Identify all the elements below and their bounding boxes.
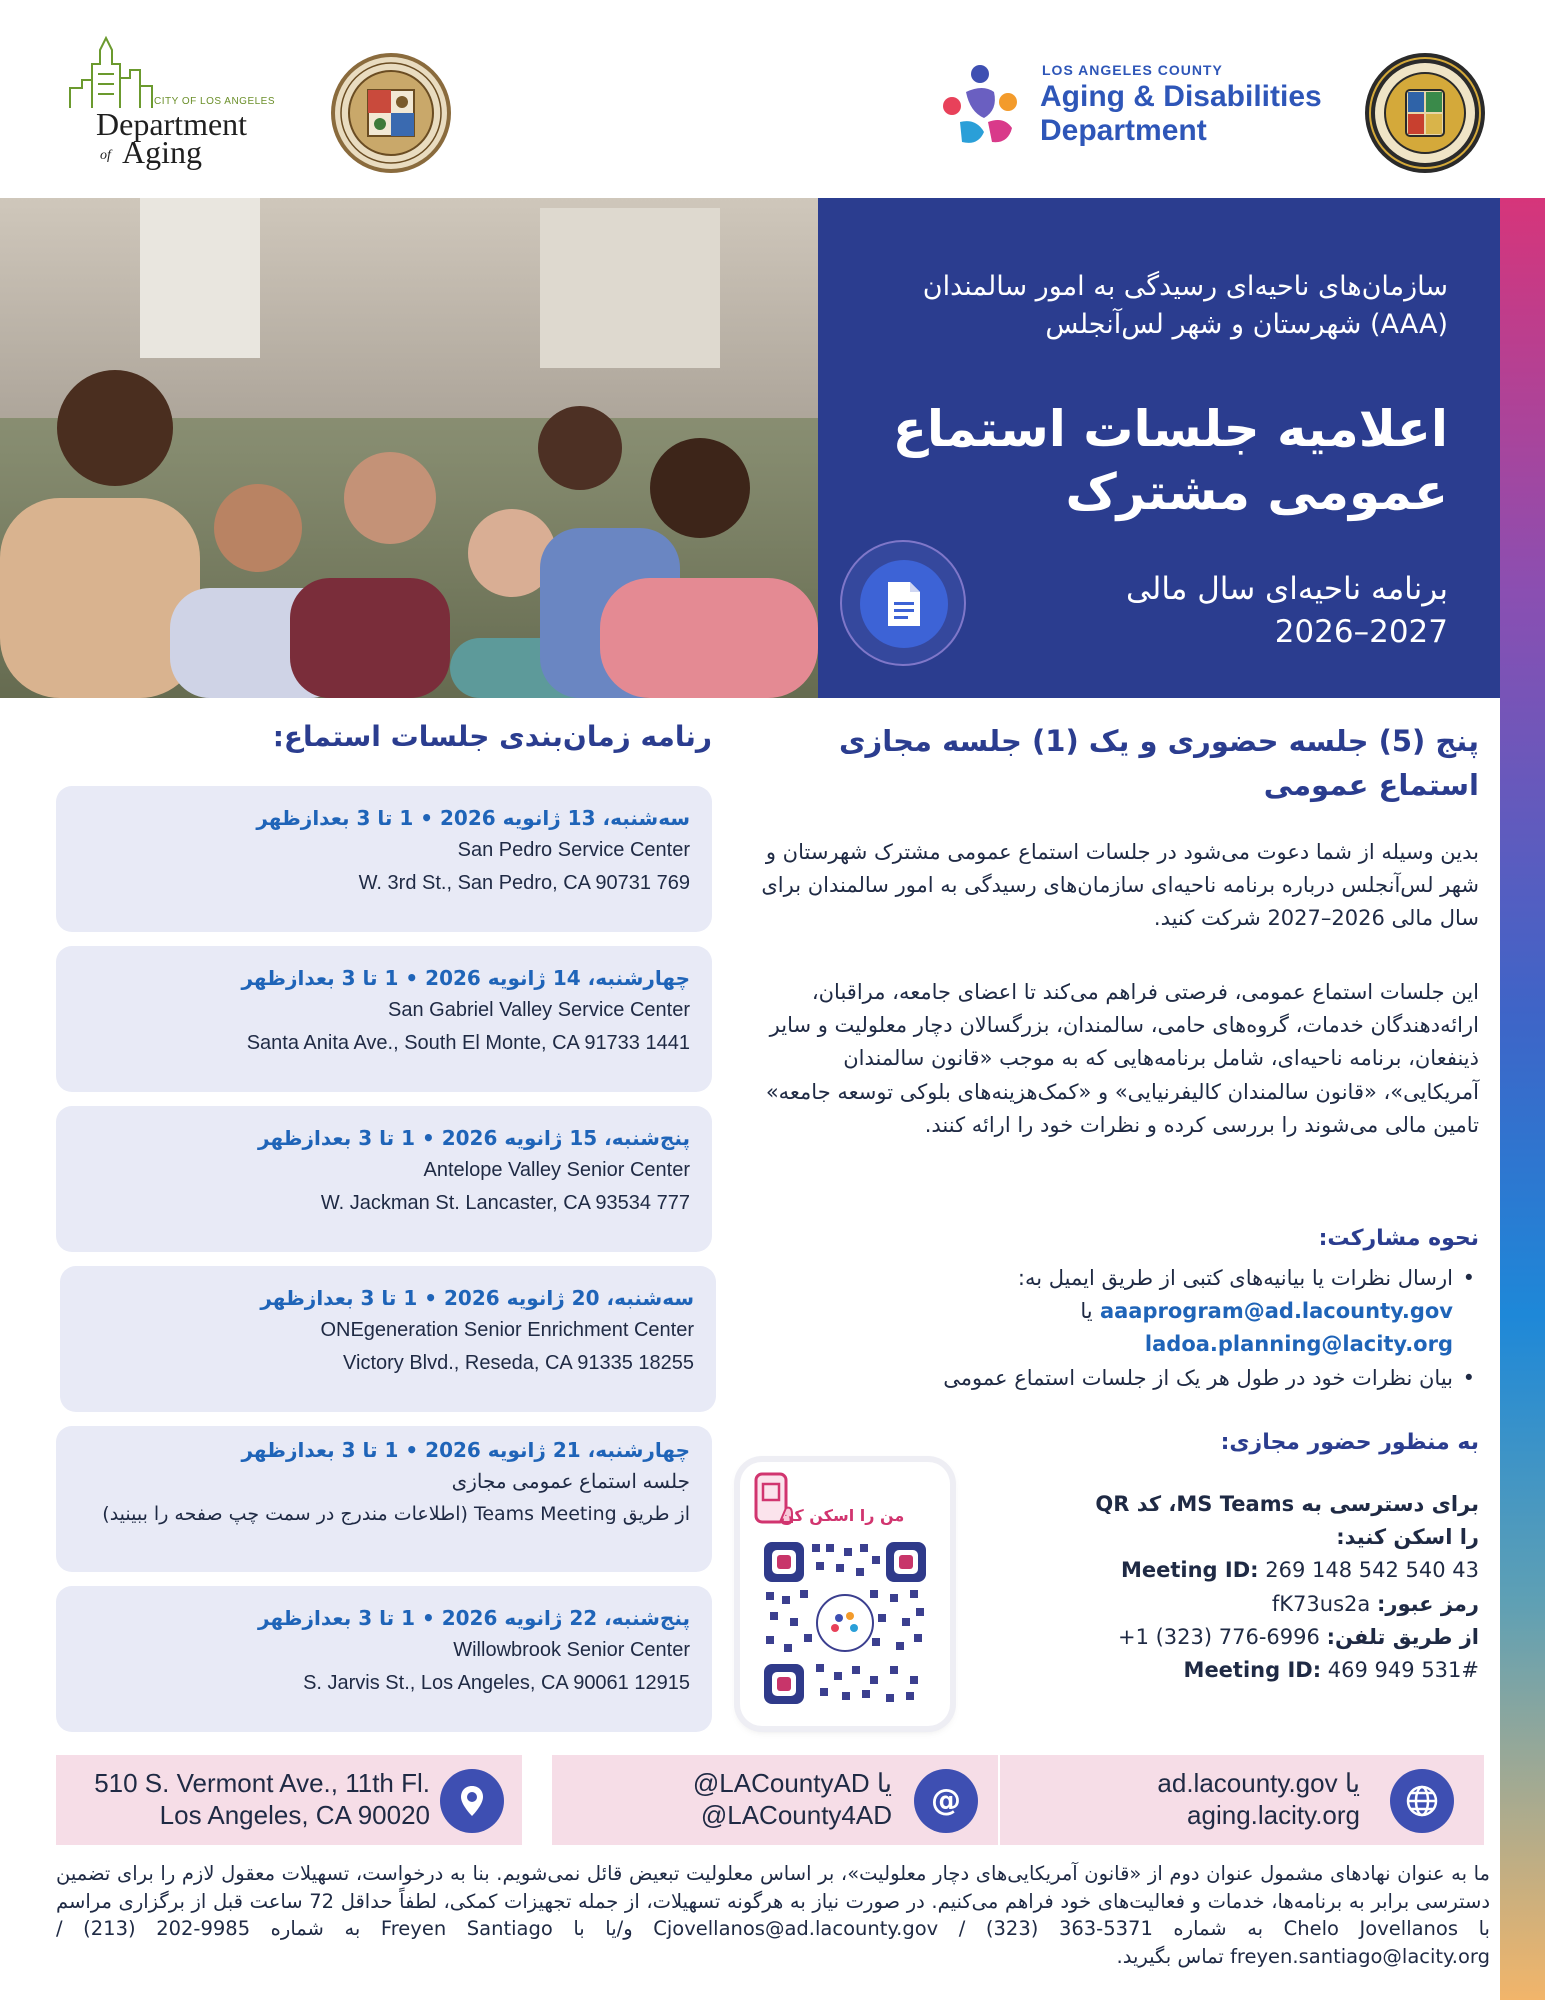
session-venue: جلسه استماع عمومی مجازی [451, 1471, 690, 1493]
intro-paragraph-1: بدین وسیله از شما دعوت می‌شود در جلسات استماع عمومی مشترک شهرستان و شهر لس‌آنجلس درباره برنامه ناحیه‌ای سازمان‌های رسیدگی به امور سالمندان برای سال مالی 2026–2027 شرکت کنید. [761, 840, 1479, 931]
intro-heading: پنج (5) جلسه حضوری و یک (1) جلسه مجازی استماع عمومی [838, 724, 1479, 802]
address-text: 510 S. Vermont Ave., 11th Fl. Los Angeles, CA 90020 [94, 1768, 430, 1831]
gradient-side-stripe [1500, 198, 1545, 2000]
qr-scan-label: من را اسکن کن [780, 1506, 905, 1525]
website-bar [1000, 1755, 1484, 1845]
session-card [56, 946, 712, 1092]
globe-icon [1390, 1769, 1454, 1833]
hero-program [1028, 568, 1448, 655]
county-of-los-angeles-seal [1364, 52, 1486, 174]
participation-item-inperson: • بیان نظرات خود در طول هر یک از جلسات استماع عمومی [759, 1362, 1479, 1395]
participation-item-email [759, 1262, 1479, 1362]
session-address: 18255 Victory Blvd., Reseda, CA 91335 [343, 1352, 694, 1374]
teams-instruction: برای دسترسی به MS Teams، کد QR را اسکن کنید: [1095, 1492, 1479, 1550]
ada-disclaimer: ما به عنوان نهادهای مشمول عنوان دوم از «قانون آمریکایی‌های دچار معلولیت»، بر اساس معلولیت تبعیض قائل نمی‌شویم. بنا به درخواست، تسهیلات معقول لازم را برای تضمین دسترسی برابر به برنامه‌ها، خدمات و فعالیت‌های خود فراهم می‌کنیم. در صورت نیاز به هرگونه تسهیلات، از جمله تجهیزات کمکی، لطفاً حداقل 72 ساعت قبل از برگزاری مراسم با Chelo Jovellanos به شماره 5371-363 (323) / Cjovellanos@ad.lacounty.gov و/یا با Freyen Santiago به شماره 9985-202 (213) / freyen.santiago@lacity.org تماس بگیرید. [56, 1862, 1491, 1969]
session-address: از طریق Teams Meeting (اطلاعات مندرج در سمت چپ صفحه را ببینید) [102, 1503, 690, 1525]
email-link-city[interactable]: ladoa.planning@lacity.org [1144, 1332, 1453, 1357]
at-icon [914, 1769, 978, 1833]
session-card [56, 786, 712, 932]
session-date: سه‌شنبه، 20 ژانویه 2026 • 1 تا 3 بعدازظهر [260, 1286, 694, 1310]
city-logo-department: Department [96, 106, 248, 142]
website-links[interactable]: ad.lacounty.gov یا aging.lacity.org [1157, 1768, 1360, 1831]
document-icon-ring [840, 540, 966, 666]
session-card [56, 1106, 712, 1252]
svg-text:@: @ [931, 1783, 961, 1818]
city-department-of-aging-logo [62, 30, 302, 180]
city-logo-of: of [100, 148, 111, 163]
city-logo-small-text: CITY OF LOS ANGELES [154, 96, 276, 107]
virtual-attendance-heading: به منظور حضور مجازی: [1220, 1430, 1479, 1455]
ladd-people-mark-icon [938, 62, 1028, 152]
session-venue: San Pedro Service Center [457, 839, 690, 861]
hero-panel [818, 198, 1500, 698]
session-date: چهارشنبه، 21 ژانویه 2026 • 1 تا 3 بعدازظهر [241, 1438, 690, 1462]
phone-meeting-id-row: Meeting ID: 469 949 531# [1183, 1657, 1479, 1682]
social-handles[interactable]: @LACountyAD یا @LACounty4AD [692, 1768, 892, 1831]
session-venue: San Gabriel Valley Service Center [388, 999, 690, 1021]
document-icon [884, 580, 924, 628]
participation-list [759, 1262, 1479, 1395]
session-card [60, 1266, 716, 1412]
session-date: پنج‌شنبه، 22 ژانویه 2026 • 1 تا 3 بعدازظهر [258, 1606, 690, 1630]
session-address: 769 W. 3rd St., San Pedro, CA 90731 [358, 872, 690, 894]
how-to-participate-heading: نحوه مشارکت: [1318, 1226, 1479, 1251]
session-address: 1441 Santa Anita Ave., South El Monte, CA 91733 [246, 1032, 690, 1054]
city-of-los-angeles-seal [330, 52, 452, 174]
qr-code[interactable] [760, 1538, 930, 1708]
session-venue: Antelope Valley Senior Center [423, 1159, 690, 1181]
session-date: پنج‌شنبه، 15 ژانویه 2026 • 1 تا 3 بعدازظهر [258, 1126, 690, 1150]
email-link-county[interactable]: aaaprogram@ad.lacounty.gov یا [1080, 1299, 1453, 1324]
hero-title: اعلامیه جلسات استماع عمومی مشترک [892, 400, 1448, 521]
city-logo-aging: Aging [122, 134, 202, 170]
session-card [56, 1586, 712, 1732]
hero-program-line1: برنامه ناحیه‌ای سال مالی [1126, 571, 1448, 607]
ladd-logo-line2: Department [1040, 114, 1207, 147]
intro-paragraph-2: این جلسات استماع عمومی، فرصتی فراهم می‌کند تا اعضای جامعه، مراقبان، ارائه‌دهندگان خدمات، گروه‌های حامی، سالمندان، بزرگسالان دچار معلولیت و سایر ذینفعان، برنامه ناحیه‌ای، شامل برنامه‌هایی که به موجب «قانون سالمندان آمریکایی»، «قانون سالمندان کالیفرنیایی» و «کمک‌هزینه‌های بلوکی توسعه جامعه» تامین مالی می‌شوند را بررسی کرده و نظرات خود را ارائه کنند. [765, 980, 1479, 1137]
schedule-heading: رنامه زمان‌بندی جلسات استماع: [272, 720, 712, 753]
seniors-group-photo [0, 198, 818, 698]
participation-email-text: ارسال نظرات یا بیانیه‌های کتبی از طریق ایمیل به: [1017, 1266, 1453, 1290]
session-address: 777 W. Jackman St. Lancaster, CA 93534 [320, 1192, 690, 1214]
passcode-row: رمز عبور: fK73us2a [1271, 1591, 1479, 1616]
ladd-logo-line1: Aging & Disabilities [1040, 80, 1322, 113]
hero-subtitle: سازمان‌های ناحیه‌ای رسیدگی به امور سالمندان (AAA) شهرستان و شهر لس‌آنجلس [922, 271, 1448, 340]
address-bar [56, 1755, 522, 1845]
phone-row: از طریق تلفن: +1 (323) 776-6996 [1117, 1624, 1479, 1649]
session-address: 12915 S. Jarvis St., Los Angeles, CA 90061 [303, 1672, 690, 1694]
session-date: چهارشنبه، 14 ژانویه 2026 • 1 تا 3 بعدازظهر [241, 966, 690, 990]
location-icon [440, 1769, 504, 1833]
session-date: سه‌شنبه، 13 ژانویه 2026 • 1 تا 3 بعدازظهر [256, 806, 690, 830]
meeting-id-row: Meeting ID: 269 148 542 540 43 [1120, 1558, 1479, 1583]
session-venue: Willowbrook Senior Center [453, 1639, 690, 1661]
ladd-logo-county: LOS ANGELES COUNTY [1042, 62, 1223, 78]
teams-qr-card[interactable] [740, 1462, 950, 1726]
teams-info [1079, 1488, 1479, 1687]
session-card-virtual [56, 1426, 712, 1572]
session-venue: ONEgeneration Senior Enrichment Center [320, 1319, 694, 1341]
aging-disabilities-department-logo [938, 60, 1338, 160]
hero-program-line2: 2027–2026 [1274, 614, 1448, 651]
social-bar [552, 1755, 998, 1845]
